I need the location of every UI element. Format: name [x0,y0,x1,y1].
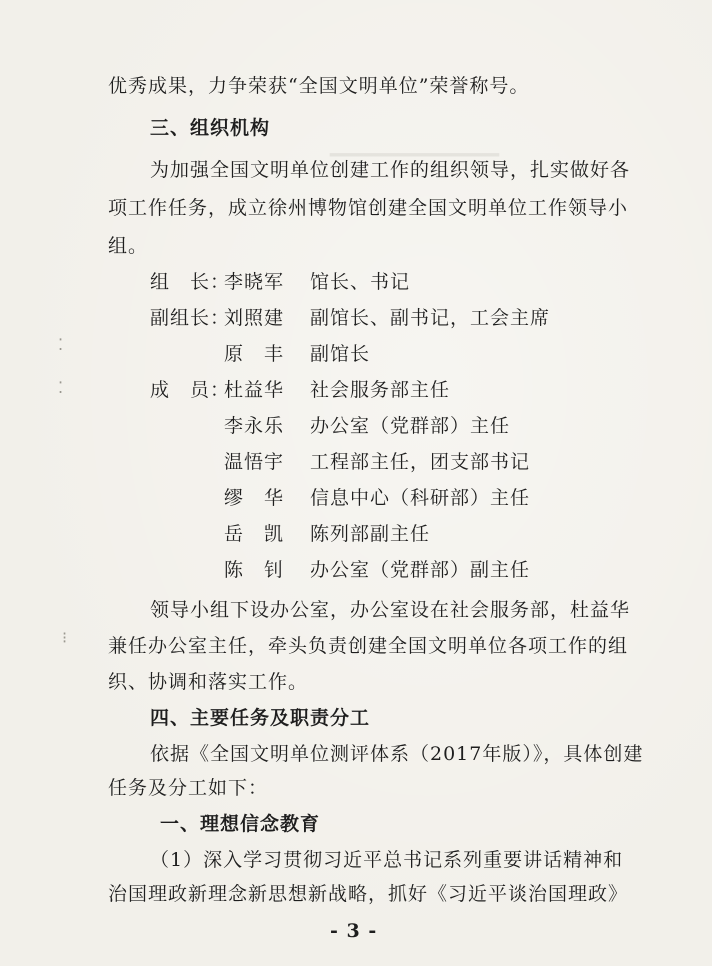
roster-name: 缪 华 [224,487,285,509]
binding-mark: ⁝ [62,628,68,647]
roster-name: 陈 钊 [224,559,285,581]
roster-name: 温悟宇 [224,451,285,473]
roster-name: 李永乐 [224,415,285,437]
body-text-line: 领导小组下设办公室，办公室设在社会服务部，杜益华 [150,599,631,621]
body-text-line: 为加强全国文明单位创建工作的组织领导，扎实做好各 [150,159,631,181]
body-text-line: 任务及分工如下： [108,777,269,799]
roster-name: 原 丰 [224,343,285,365]
body-text-line: 依据《全国文明单位测评体系（2017年版）》，具体创建 [150,743,644,765]
body-text-line: 织、协调和落实工作。 [108,671,309,693]
body-text-line: 治国理政新理念新思想新战略，抓好《习近平谈治国理政》 [108,883,629,905]
body-text-line: 项工作任务，成立徐州博物馆创建全国文明单位工作领导小 [108,197,629,219]
roster-name: 杜益华 [224,379,285,401]
roster-name: 刘照建 [224,307,285,329]
roster-title: 办公室（党群部）副主任 [310,559,531,581]
body-text-line: （1）深入学习贯彻习近平总书记系列重要讲话精神和 [150,849,624,871]
roster-title: 副馆长 [310,343,371,365]
roster-role: 副组长： [150,307,231,329]
show-through-texture: ▁▁▁▁▁▁▁▁▁▁ [330,132,500,157]
roster-title: 副馆长、副书记，工会主席 [310,307,551,329]
roster-role: 组 长： [150,271,231,293]
roster-title: 工程部主任，团支部书记 [310,451,531,473]
body-text-line: 兼任办公室主任，牵头负责创建全国文明单位各项工作的组 [108,635,629,657]
roster-title: 信息中心（科研部）主任 [310,487,531,509]
body-text-line: 组。 [108,235,149,257]
section-heading: 四、主要任务及职责分工 [150,707,371,729]
roster-name: 岳 凯 [224,523,285,545]
roster-name: 李晓军 [224,271,285,293]
roster-title: 办公室（党群部）主任 [310,415,511,437]
roster-title: 馆长、书记 [310,271,411,293]
body-text-line: 优秀成果，力争荣获“全国文明单位”荣誉称号。 [108,75,530,97]
binding-mark: ⁚ [58,335,64,354]
binding-mark: ⁚ [58,378,64,397]
roster-role: 成 员： [150,379,231,401]
subsection-heading: 一、理想信念教育 [160,813,321,835]
roster-title: 陈列部副主任 [310,523,431,545]
section-heading: 三、组织机构 [150,117,271,139]
roster-title: 社会服务部主任 [310,379,451,401]
page-number: - 3 - [330,920,378,942]
